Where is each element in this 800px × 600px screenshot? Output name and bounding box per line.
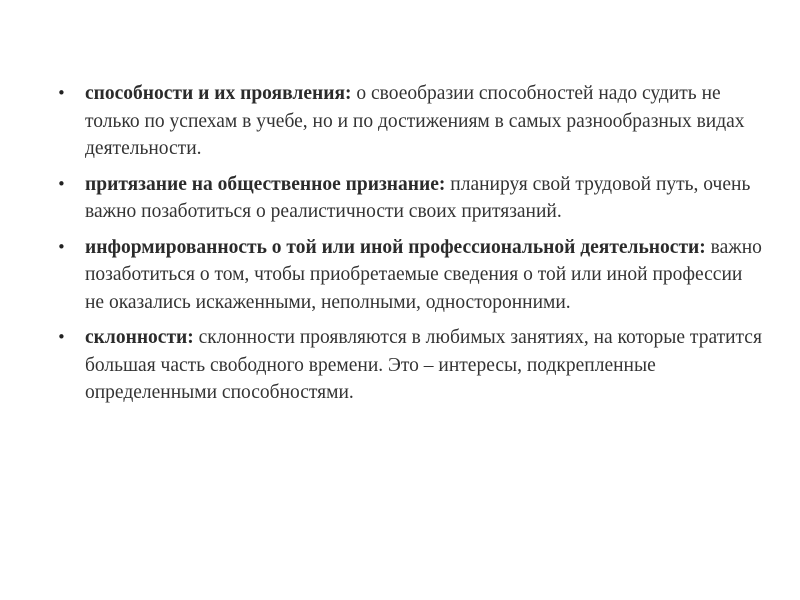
bullet-icon: • [57, 84, 66, 102]
bullet-text: планируя свой трудовой путь, очень важно позаботиться о реалистичности своих притязаний. [85, 173, 751, 222]
bullet-text: о своеобразии способностей надо судить не только по успехам в учебе, но и по достижениям в самых разнообразных видах деятельности. [85, 83, 745, 159]
bullet-term: склонности: [85, 327, 194, 348]
bullet-item-inclinations [57, 324, 762, 407]
bullet-term: информированность о той или иной профессиональной деятельности: [85, 236, 706, 258]
bullet-text: важно позаботиться о том, чтобы приобретаемые сведения о той или иной профессии не оказались искаженными, неполными, односторонними. [85, 236, 762, 313]
bullet-text: склонности проявляются в любимых занятиях, на которые тратится большая часть свободного времени. Это – интересы, подкрепленные определенными способностями. [85, 327, 762, 403]
bullet-item-awareness [57, 234, 762, 317]
bullet-icon: • [57, 174, 66, 193]
bullet-term: притязание на общественное признание: [85, 173, 446, 195]
bullet-item-recognition [57, 171, 762, 226]
bullet-icon: • [57, 237, 66, 256]
bullet-term: способности и их проявления: [85, 83, 352, 104]
bullet-icon: • [57, 328, 66, 346]
bullet-list [57, 80, 762, 415]
bullet-item-abilities [57, 80, 762, 163]
